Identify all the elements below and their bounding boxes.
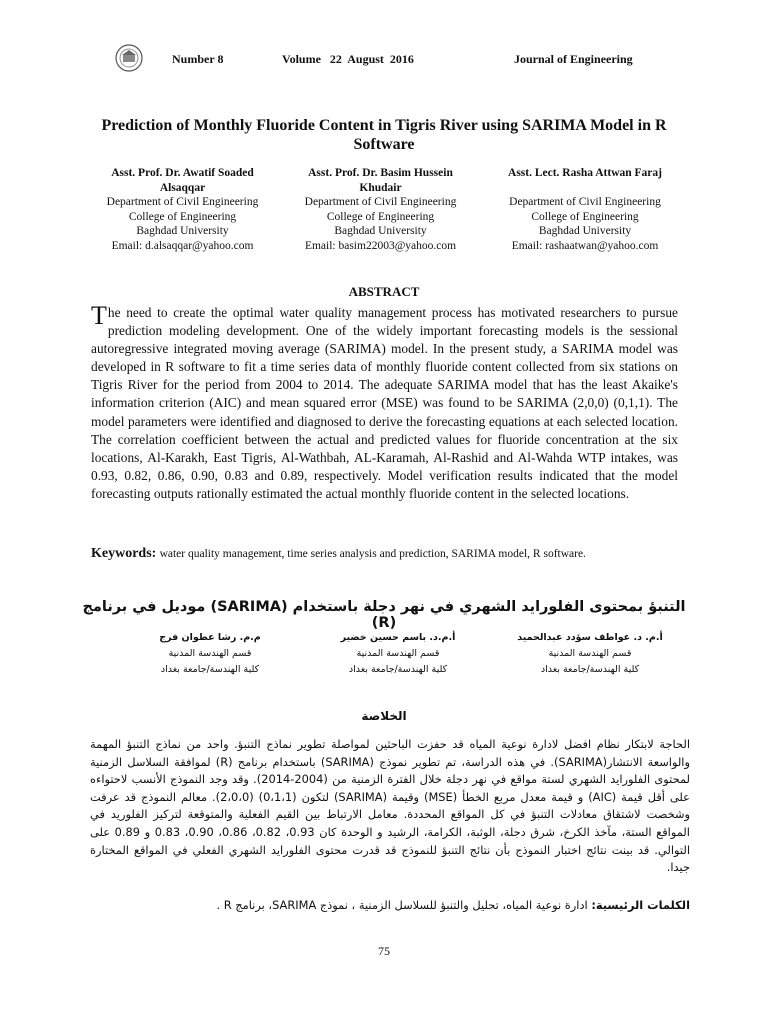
arabic-keywords [90, 897, 690, 914]
arabic-author-2 [298, 630, 498, 678]
author-1 [90, 166, 275, 253]
arabic-author-college: كلية الهندسة/جامعة بغداد [348, 664, 448, 675]
journal-name: Journal of Engineering [514, 52, 633, 66]
arabic-abstract-text: الحاجة لابتكار نظام افضل لادارة نوعية المياه قد حفزت الباحثين لمواصلة تطوير نماذج التنبؤ. واحد من نماذج التنبؤ المهمة والواسعة الانتشار(SARIMA). في هذه الدراسة، تم تطوير نموذج (SARIMA) باستخدام برنامج (R) لموافقة السلاسل الزمنية لمحتوى الفلورايد الشهري لستة مواقع في نهر دجلة خلال الفترة الزمنية من (2004-2014). وقد وجد النموذج الأنسب لاحتواءه على أقل قيمة (AIC) و قيمة معدل مربع الخطأ (MSE) وقيمة (SARIMA) لتكون (0،1،1) (2،0،0). معالم النموذج قد عرفت وشخصت لاشتقاق معادلات التنبؤ في كل المواقع المحددة. معامل الارتباط بين القيم الفعلية والمتوقعة لتركيز الفلوريد في المواقع الستة، مآخذ الكرخ، شرق دجلة، الوثبة، الكرامة، الرشيد و الوحدة كان 0.93، 0.82، 0.86، 0.90، 0.83 و 0.89 على التوالي. قد بينت نتائج اختبار النموذج بأن نتائج التنبؤ للنموذج قد قدرت محتوى الفلورايد الشهري الفعلي في المواقع المختارة جيدا. [90, 737, 690, 875]
abstract-heading: ABSTRACT [348, 284, 420, 299]
author-univ: Baghdad University [136, 225, 229, 237]
author-name: Asst. Prof. Dr. Awatif Soaded Alsaqqar [111, 167, 254, 194]
arabic-author-name: أ.م.د. باسم حسين خضير [340, 632, 456, 643]
arabic-author-dept: قسم الهندسة المدنية [168, 648, 252, 659]
author-email: Email: d.alsaqqar@yahoo.com [111, 239, 254, 252]
drop-cap: T [91, 301, 107, 330]
author-3 [485, 166, 685, 253]
arabic-author-dept: قسم الهندسة المدنية [548, 648, 632, 659]
arabic-keywords-label: الكلمات الرئيسية: [591, 898, 690, 912]
keywords-text: water quality management, time series analysis and prediction, SARIMA model, R software. [159, 548, 586, 560]
arabic-author-college: كلية الهندسة/جامعة بغداد [540, 664, 640, 675]
author-dept: Department of Civil Engineering [106, 196, 259, 208]
keywords [91, 544, 691, 563]
arabic-author-college: كلية الهندسة/جامعة بغداد [160, 664, 260, 675]
author-name: Asst. Prof. Dr. Basim Hussein Khudair [308, 167, 453, 194]
abstract-text: he need to create the optimal water quality management process has motivated researchers to pursue prediction modeling development. One of the widely important forecasting models is the sessional autoregressive integrated moving average (SARIMA) model. In the present study, a SARIMA model was developed in R software to fit a time series data of monthly fluoride content collected from six stations on Tigris River for the period from 2004 to 2014. The adequate SARIMA model that has the least Akaike's information criterion (AIC) and mean squared error (MSE) was found to be SARIMA (2,0,0) (0,1,1). The model parameters were identified and diagnosed to derive the forecasting equations at each selected location. The correlation coefficient between the actual and predicted values for fluoride concentration at the six locations, Al-Karakh, East Tigris, Al-Wathbah, AL-Karamah, Al-Rashid and Al-Wahda WTP intakes, was 0.93, 0.82, 0.86, 0.90, 0.83 and 0.89, respectively. Model verification results indicated that the model forecasting outputs rationally estimated the actual monthly fluoride content in the selected locations. [91, 305, 678, 501]
author-name: Asst. Lect. Rasha Attwan Faraj [508, 167, 662, 179]
author-email: Email: basim22003@yahoo.com [304, 239, 457, 252]
author-univ: Baghdad University [334, 225, 427, 237]
arabic-keywords-text: ادارة نوعية المياه، تحليل والتنبؤ للسلاسل الزمنية ، نموذج SARIMA، برنامج R . [216, 898, 588, 912]
keywords-label: Keywords: [91, 546, 157, 561]
arabic-author-1 [490, 630, 690, 678]
abstract-body [91, 301, 678, 503]
arabic-author-3 [110, 630, 310, 678]
issue-number: Number 8 [172, 52, 224, 66]
volume-date: Volume 22 August 2016 [282, 52, 414, 66]
arabic-author-name: أ.م. د. عواطف سؤدد عبدالحميد [517, 632, 663, 643]
author-dept: Department of Civil Engineering [509, 196, 661, 208]
arabic-author-dept: قسم الهندسة المدنية [356, 648, 440, 659]
arabic-abstract-heading: الخلاصة [361, 709, 407, 723]
author-college: College of Engineering [326, 210, 435, 223]
journal-seal-icon [115, 44, 143, 72]
author-2 [288, 166, 473, 253]
arabic-title: التنبؤ بمحتوى الفلورايد الشهري في نهر دجلة باستخدام (SARIMA) موديل في برنامج (R) [82, 599, 686, 631]
author-college: College of Engineering [128, 210, 237, 223]
author-college: College of Engineering [531, 210, 639, 223]
author-email: Email: rashaatwan@yahoo.com [511, 239, 659, 252]
page-number: 75 [378, 944, 390, 958]
author-univ: Baghdad University [538, 225, 632, 237]
author-dept: Department of Civil Engineering [304, 196, 457, 208]
arabic-author-name: م.م. رشا عطوان فرج [159, 632, 261, 643]
paper-title: Prediction of Monthly Fluoride Content in Tigris River using SARIMA Model in R Software [101, 117, 667, 153]
